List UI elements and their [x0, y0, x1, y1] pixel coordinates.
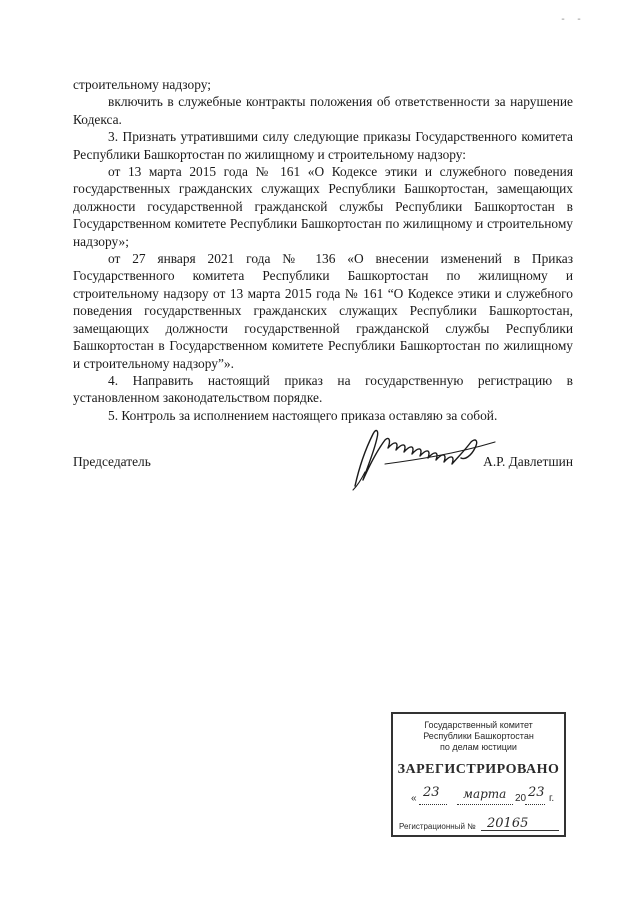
stamp-date-year-suffix: 23	[528, 785, 545, 800]
paragraph-order-2015: от 13 марта 2015 года № 161 «О Кодексе этики и служебного поведения государственных гражданских служащих Республики Башкортостан, замещающих должности государственной гражданской службы Республики Башкортостан в Государственном комитете Республики Башкортостан по жилищному и строительному надзору»;	[73, 164, 573, 249]
stamp-reg-number-line	[481, 830, 559, 831]
stamp-date	[401, 785, 561, 808]
paragraph-item-5: 5. Контроль за исполнением настоящего приказа оставляю за собой.	[108, 407, 498, 423]
stamp-line-1: Государственный комитет	[424, 720, 533, 730]
stamp-line-3: по делам юстиции	[440, 742, 517, 752]
paragraph-include-contracts: включить в служебные контракты положения об ответственности за нарушение Кодекса.	[73, 94, 573, 127]
signatory-position: Председатель	[73, 454, 151, 469]
handwritten-signature	[345, 420, 505, 492]
stamp-registered-label: ЗАРЕГИСТРИРОВАНО	[397, 762, 560, 777]
stamp-date-year-prefix: 20	[515, 793, 527, 804]
paragraph-continuation: строительному надзору;	[73, 77, 211, 92]
paragraph-item-4: 4. Направить настоящий приказ на государственную регистрацию в установленном законодательством порядке.	[73, 372, 573, 406]
corner-mark: - -	[560, 14, 585, 25]
stamp-date-day: 23	[423, 785, 440, 800]
stamp-line-2: Республики Башкортостан	[423, 731, 534, 741]
stamp-date-year-line	[525, 804, 545, 805]
stamp-date-day-line	[419, 804, 447, 805]
stamp-date-year-mark: г.	[549, 793, 555, 804]
signatory-name: А.Р. Давлетшин	[483, 454, 573, 469]
stamp-date-month: марта	[463, 787, 507, 801]
document-body	[73, 76, 573, 424]
stamp-reg-number: 20165	[487, 816, 529, 831]
paragraph-order-2021: от 27 января 2021 года № 136 «О внесении изменений в Приказ Государственного комитета Республики Башкортостан по жилищному и строительному надзору от 13 марта 2015 года № 161 “О Кодексе этики и служебного поведения государственных гражданских служащих Республики Башкортостан, замещающих должности государственной гражданской службы Республики Башкортостан в Государственном комитете Республики Башкортостан по жилищному и строительному надзору”».	[73, 251, 573, 371]
stamp-date-quote: «	[411, 793, 417, 804]
stamp-registration-number	[399, 818, 559, 834]
registration-stamp	[391, 712, 566, 837]
stamp-reg-label: Регистрационный №	[399, 822, 476, 831]
paragraph-item-3: 3. Признать утратившими силу следующие приказы Государственного комитета Республики Башкортостан по жилищному и строительному надзору:	[73, 129, 573, 162]
stamp-date-month-line	[457, 804, 513, 805]
